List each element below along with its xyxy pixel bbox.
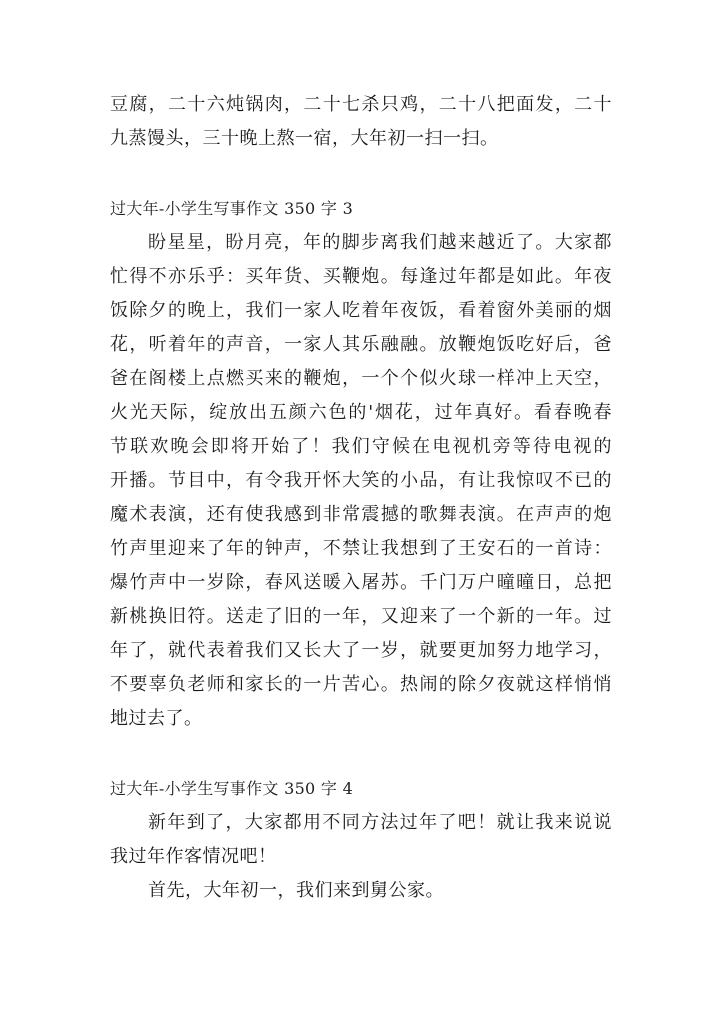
text-line: 火光天际，绽放出五颜六色的'烟花，过年真好。看春晚春 [110,402,612,423]
section-3-heading: 过大年-小学生写事作文 350 字 3 [110,199,354,218]
text-line: 节联欢晚会即将开始了！我们守候在电视机旁等待电视的 [110,436,612,457]
text-line: 新桃换旧符。送走了旧的一年，又迎来了一个新的一年。过 [110,606,612,627]
text-line: 年了，就代表着我们又长大了一岁，就要更加努力地学习， [110,640,612,661]
text-line: 魔术表演，还有使我感到非常震撼的歌舞表演。在声声的炮 [110,504,612,525]
text-line: 豆腐，二十六炖锅肉，二十七杀只鸡，二十八把面发，二十 [110,94,612,115]
text-line: 不要辜负老师和家长的一片苦心。热闹的除夕夜就这样悄悄 [110,674,612,695]
section-gap [110,736,612,772]
section-gap [110,156,612,192]
section-4-paragraph-2 [110,874,612,908]
document-page [110,88,612,908]
text-line: 爆竹声中一岁除，春风送暖入屠苏。千门万户曈曈日，总把 [110,572,612,593]
text-line: 地过去了。 [110,708,203,729]
text-line: 首先，大年初一，我们来到舅公家。 [148,880,444,901]
text-line: 忙得不亦乐乎：买年货、买鞭炮。每逢过年都是如此。年夜 [110,266,612,287]
section-4-paragraph-1 [110,806,612,874]
text-line: 开播。节目中，有令我开怀大笑的小品，有让我惊叹不已的 [110,470,612,491]
text-line: 爸在阁楼上点燃买来的鞭炮，一个个似火球一样冲上天空， [110,368,612,389]
text-line: 盼星星，盼月亮，年的脚步离我们越来越近了。大家都 [148,232,612,253]
text-line: 我过年作客情况吧！ [110,846,277,867]
text-line: 花，听着年的声音，一家人其乐融融。放鞭炮饭吃好后，爸 [110,334,612,355]
section-4-heading: 过大年-小学生写事作文 350 字 4 [110,779,354,798]
text-line: 饭除夕的晚上，我们一家人吃着年夜饭，看着窗外美丽的烟 [110,300,612,321]
intro-paragraph [110,88,612,156]
section-3-paragraph [110,226,612,736]
text-line: 九蒸馒头，三十晚上熬一宿，大年初一扫一扫。 [110,128,499,149]
text-line: 新年到了，大家都用不同方法过年了吧！就让我来说说 [148,812,612,833]
text-line: 竹声里迎来了年的钟声，不禁让我想到了王安石的一首诗： [110,538,612,559]
